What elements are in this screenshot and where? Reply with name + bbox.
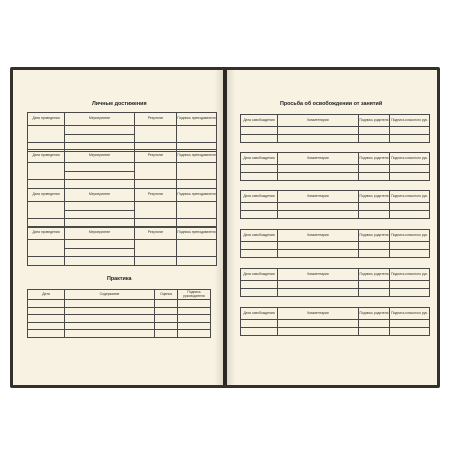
- practice-title: Практика: [107, 276, 132, 282]
- table-row: [241, 250, 430, 258]
- exc-header-date: Дата освобождения: [241, 230, 278, 242]
- table-row: [28, 322, 211, 330]
- table-row: [241, 289, 430, 297]
- exc-header-teacher: Подпись классного рук.: [390, 191, 430, 203]
- ach-header-date: Дата проведения: [28, 189, 65, 202]
- practice-header-signature: Подпись руководителя: [178, 290, 211, 300]
- table-row: [28, 202, 217, 211]
- table-row: [241, 135, 430, 143]
- ach-header-result: Результат: [135, 189, 177, 202]
- table-row: [28, 300, 211, 308]
- exc-header-date: Дата освобождения: [241, 153, 278, 165]
- exemption-table: [240, 268, 430, 297]
- ach-header-signature: Подпись преподавателя: [177, 113, 217, 126]
- practice-header-grade: Оценка: [155, 290, 178, 300]
- table-row: [241, 242, 430, 250]
- exc-header-parent: Подпись родителя: [359, 269, 390, 281]
- table-row: [241, 173, 430, 181]
- exc-header-teacher: Подпись классного рук.: [390, 308, 430, 320]
- exc-header-comments: Комментарии: [278, 230, 359, 242]
- table-row: [28, 163, 217, 172]
- exc-header-parent: Подпись родителя: [359, 115, 390, 127]
- exc-header-comments: Комментарии: [278, 308, 359, 320]
- achievements-table: [27, 188, 217, 228]
- practice-table: [27, 289, 211, 338]
- exc-header-date: Дата освобождения: [241, 191, 278, 203]
- exemption-table: [240, 114, 430, 143]
- exc-header-parent: Подпись родителя: [359, 191, 390, 203]
- achievements-table: [27, 149, 217, 189]
- book-spine: [223, 70, 227, 385]
- exc-header-date: Дата освобождения: [241, 269, 278, 281]
- exc-header-teacher: Подпись классного рук.: [390, 269, 430, 281]
- exc-header-comments: Комментарии: [278, 269, 359, 281]
- exemption-table: [240, 229, 430, 258]
- table-row: [28, 330, 211, 338]
- table-row: [241, 281, 430, 289]
- ach-header-date: Дата проведения: [28, 227, 65, 240]
- achievements-table: [27, 226, 217, 266]
- table-row: [241, 211, 430, 219]
- ach-header-event: Мероприятие: [65, 150, 135, 163]
- table-row: [241, 328, 430, 336]
- exc-header-comments: Комментарии: [278, 191, 359, 203]
- achievements-table: [27, 112, 217, 152]
- achievements-title: Личные достижения: [92, 101, 147, 107]
- table-row: [28, 126, 217, 135]
- ach-header-event: Мероприятие: [65, 227, 135, 240]
- table-row: [241, 127, 430, 135]
- ach-header-result: Результат: [135, 227, 177, 240]
- practice-header-date: Дата: [28, 290, 65, 300]
- exc-header-date: Дата освобождения: [241, 308, 278, 320]
- table-row: [28, 180, 217, 189]
- table-row: [241, 203, 430, 211]
- exc-header-teacher: Подпись классного рук.: [390, 153, 430, 165]
- ach-header-signature: Подпись преподавателя: [177, 227, 217, 240]
- exc-header-comments: Комментарии: [278, 115, 359, 127]
- exc-header-teacher: Подпись классного рук.: [390, 230, 430, 242]
- table-row: [28, 307, 211, 315]
- spine-shadow-right: [227, 70, 235, 385]
- exc-header-comments: Комментарии: [278, 153, 359, 165]
- ach-header-signature: Подпись преподавателя: [177, 189, 217, 202]
- table-row: [241, 320, 430, 328]
- exemption-table: [240, 152, 430, 181]
- ach-header-signature: Подпись преподавателя: [177, 150, 217, 163]
- exemption-title: Просьба об освобождении от занятий: [280, 101, 383, 107]
- exc-header-parent: Подпись родителя: [359, 153, 390, 165]
- exc-header-parent: Подпись родителя: [359, 308, 390, 320]
- ach-header-date: Дата проведения: [28, 150, 65, 163]
- ach-header-event: Мероприятие: [65, 189, 135, 202]
- table-row: [28, 240, 217, 249]
- table-row: [28, 315, 211, 323]
- ach-header-result: Результат: [135, 150, 177, 163]
- ach-header-date: Дата проведения: [28, 113, 65, 126]
- exc-header-date: Дата освобождения: [241, 115, 278, 127]
- table-row: [241, 165, 430, 173]
- exc-header-teacher: Подпись классного рук.: [390, 115, 430, 127]
- practice-header-content: Содержание: [65, 290, 155, 300]
- ach-header-event: Мероприятие: [65, 113, 135, 126]
- ach-header-result: Результат: [135, 113, 177, 126]
- exc-header-parent: Подпись родителя: [359, 230, 390, 242]
- table-row: [28, 257, 217, 266]
- exemption-table: [240, 307, 430, 336]
- exemption-table: [240, 190, 430, 219]
